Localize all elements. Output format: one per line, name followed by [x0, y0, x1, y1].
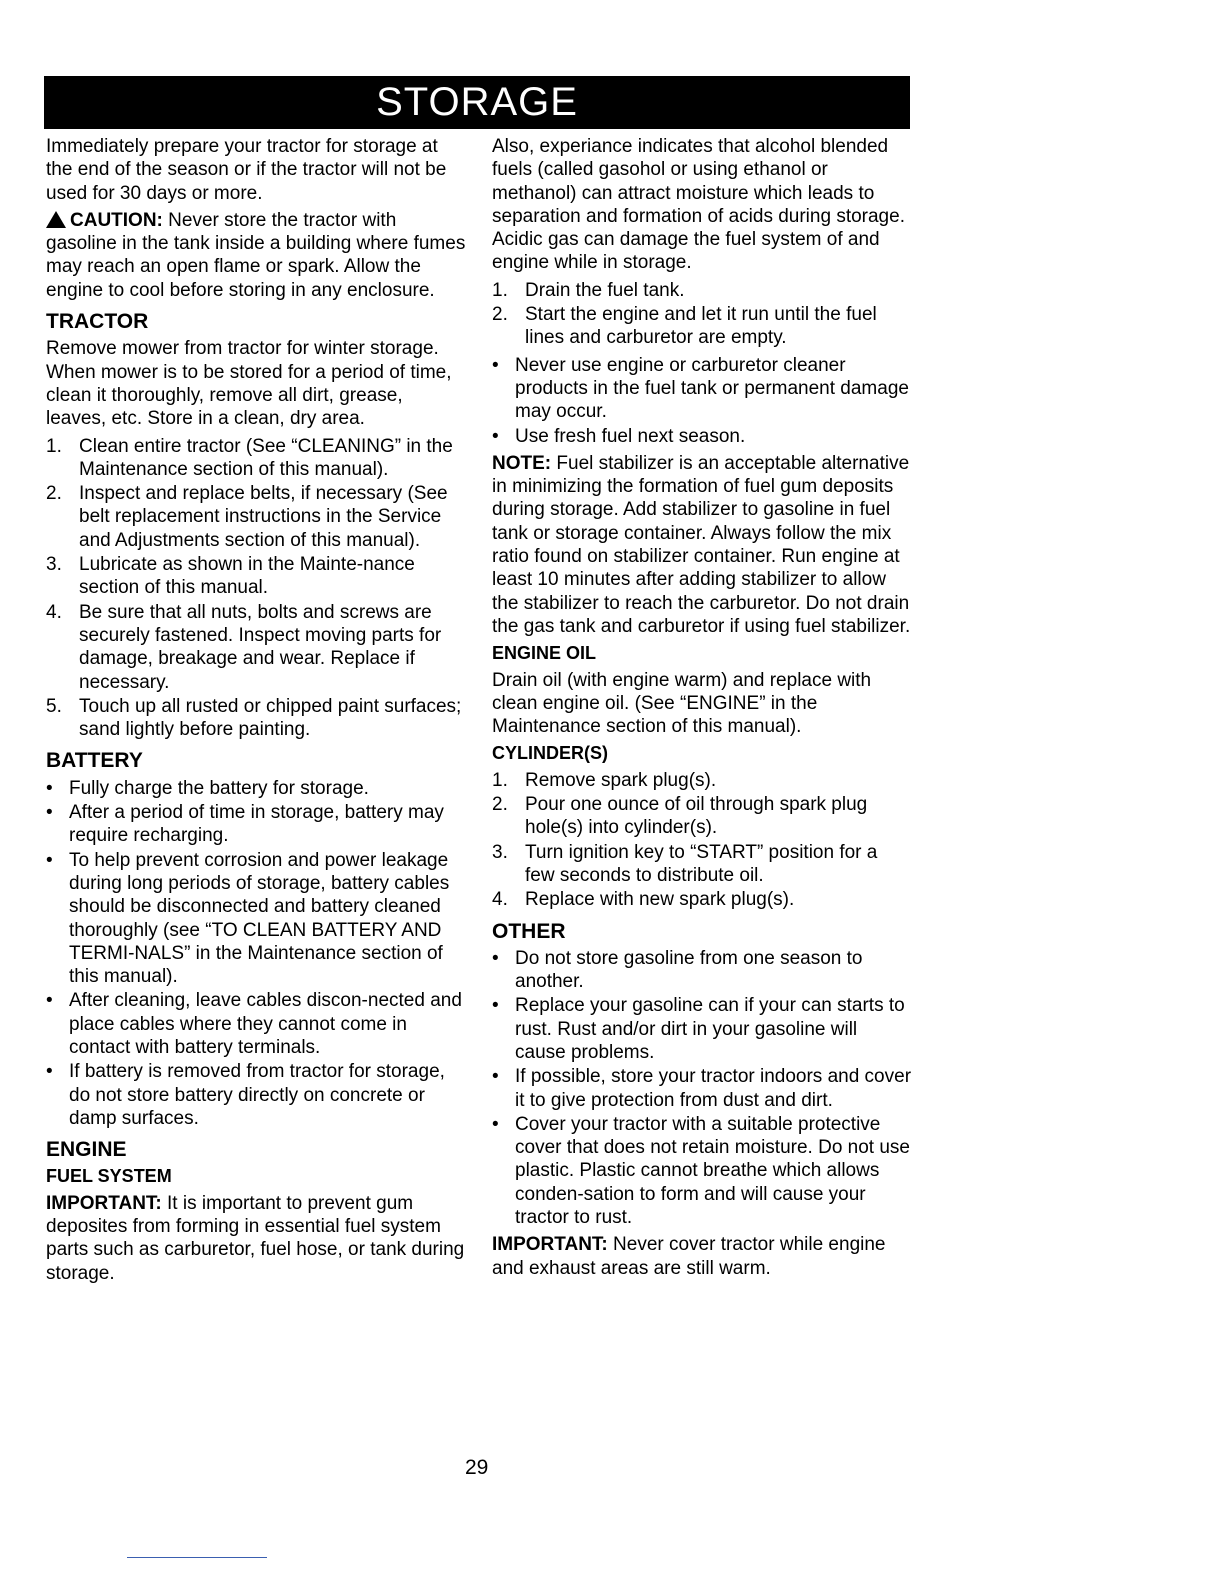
caution-block	[46, 209, 466, 302]
page-number: 29	[465, 1456, 489, 1479]
list-item: 4. Replace with new spark plug(s).	[492, 889, 795, 911]
left-column	[46, 135, 466, 1289]
bullet-icon: •	[46, 990, 53, 1012]
alcohol-paragraph: Also, experiance indicates that alcohol blended fuels (called gasohol or using ethanol or methanol) can attract moisture which leads to separation and formation of acids during storage. Acidic gas can damage the fuel system of and engine while in storage.	[492, 136, 905, 274]
engine-oil-text: Drain oil (with engine warm) and replace with clean engine oil. (See “ENGINE” in the Maintenance section of this manual).	[492, 669, 872, 738]
list-item: • Never use engine or carburetor cleaner products in the fuel tank or permanent damage may occur.	[492, 354, 909, 423]
tractor-heading: TRACTOR	[46, 310, 149, 334]
battery-bullets	[46, 777, 466, 1130]
fuel-important: IMPORTANT: It is important to prevent gum deposites from forming in essential fuel system parts such as carburetor, fuel hose, or tank during storage.	[46, 1192, 465, 1284]
list-item: • Cover your tractor with a suitable protective cover that does not retain moisture. Do not use plastic. Plastic cannot breathe which allows conden-sation to form and will cause your tractor to rust.	[492, 1113, 910, 1229]
list-item: 1. Drain the fuel tank.	[492, 279, 685, 301]
bullet-icon: •	[492, 1113, 499, 1135]
list-item: 2. Pour one ounce of oil through spark plug hole(s) into cylinder(s).	[492, 794, 868, 839]
bullet-icon: •	[46, 849, 53, 871]
fuel-bullets	[492, 354, 912, 448]
note-paragraph: NOTE: Fuel stabilizer is an acceptable alternative in minimizing the formation of fuel gum deposits during storage. Add stabilizer to gasoline in fuel tank or storage container. Always follow the mix ratio found on stabilizer container. Run engine at least 10 minutes after adding stabilizer to allow the stabilizer to reach the carburetor. Do not drain the gas tank and carburetor if using fuel stabilizer.	[492, 452, 911, 637]
engine-oil-heading: ENGINE OIL	[492, 643, 597, 664]
engine-heading: ENGINE	[46, 1138, 127, 1162]
bullet-icon: •	[46, 802, 53, 824]
list-item: • To help prevent corrosion and power leakage during long periods of storage, battery cables should be disconnected and battery cleaned thoroughly (see “TO CLEAN BATTERY AND TERMI-NALS” in the Maintenance section of this manual).	[46, 849, 450, 988]
list-item: • Use fresh fuel next season.	[492, 425, 746, 447]
fuel-system-heading: FUEL SYSTEM	[46, 1166, 172, 1187]
list-item: 4. Be sure that all nuts, bolts and screws are securely fastened. Inspect moving parts for damage, breakage and wear. Replace if necessary.	[46, 601, 442, 693]
battery-heading: BATTERY	[46, 749, 143, 773]
list-item: 2. Start the engine and let it run until the fuel lines and carburetor are empty.	[492, 304, 877, 349]
caution-text: Never store the tractor with gasoline in the tank inside a building where fumes may reach an open flame or spark. Allow the engine to cool before storing in any enclosure.	[46, 209, 466, 301]
bullet-icon: •	[46, 777, 53, 799]
cylinders-heading: CYLINDER(S)	[492, 743, 608, 764]
intro-paragraph: Immediately prepare your tractor for storage at the end of the season or if the tractor will not be used for 30 days or more.	[46, 136, 447, 204]
right-column	[492, 135, 912, 1284]
list-item: 5. Touch up all rusted or chipped paint surfaces; sand lightly before painting.	[46, 695, 462, 741]
page-title: STORAGE	[44, 76, 910, 129]
other-important: IMPORTANT: Never cover tractor while engine and exhaust areas are still warm.	[492, 1234, 886, 1279]
list-item: • After a period of time in storage, battery may require recharging.	[46, 802, 444, 847]
bullet-icon: •	[492, 1066, 499, 1088]
list-item: 1. Clean entire tractor (See “CLEANING” in the Maintenance section of this manual).	[46, 435, 453, 480]
bullet-icon: •	[492, 425, 499, 447]
list-item: 3. Lubricate as shown in the Mainte-nance section of this manual.	[46, 554, 415, 599]
other-heading: OTHER	[492, 919, 566, 943]
bullet-icon: •	[492, 354, 499, 376]
list-item: • If possible, store your tractor indoors and cover it to give protection from dust and dirt.	[492, 1066, 912, 1111]
list-item: • Do not store gasoline from one season to another.	[492, 947, 863, 993]
tractor-paragraph: Remove mower from tractor for winter storage. When mower is to be stored for a period of time, clean it thoroughly, remove all dirt, grease, leaves, etc. Store in a clean, dry area.	[46, 338, 452, 430]
list-item: • If battery is removed from tractor for storage, do not store battery directly on concrete or damp surfaces.	[46, 1061, 445, 1129]
tractor-steps	[46, 435, 466, 742]
fuel-steps	[492, 279, 912, 350]
list-item: 1. Remove spark plug(s).	[492, 769, 717, 791]
caution-label: CAUTION:	[70, 209, 163, 231]
list-item: • Replace your gasoline can if your can starts to rust. Rust and/or dirt in your gasoline will cause problems.	[492, 995, 905, 1063]
bullet-icon: •	[492, 947, 499, 969]
footer-rule	[127, 1557, 267, 1558]
cylinder-steps	[492, 769, 912, 912]
list-item: 3. Turn ignition key to “START” position for a few seconds to distribute oil.	[492, 841, 878, 886]
warning-icon	[46, 211, 66, 228]
bullet-icon: •	[46, 1061, 53, 1083]
other-bullets	[492, 947, 912, 1230]
list-item: 2. Inspect and replace belts, if necessary (See belt replacement instructions in the Service and Adjustments section of this manual).	[46, 483, 448, 551]
list-item: • Fully charge the battery for storage.	[46, 777, 369, 799]
bullet-icon: •	[492, 995, 499, 1017]
list-item: • After cleaning, leave cables discon-nected and place cables where they cannot come in contact with battery terminals.	[46, 990, 462, 1058]
